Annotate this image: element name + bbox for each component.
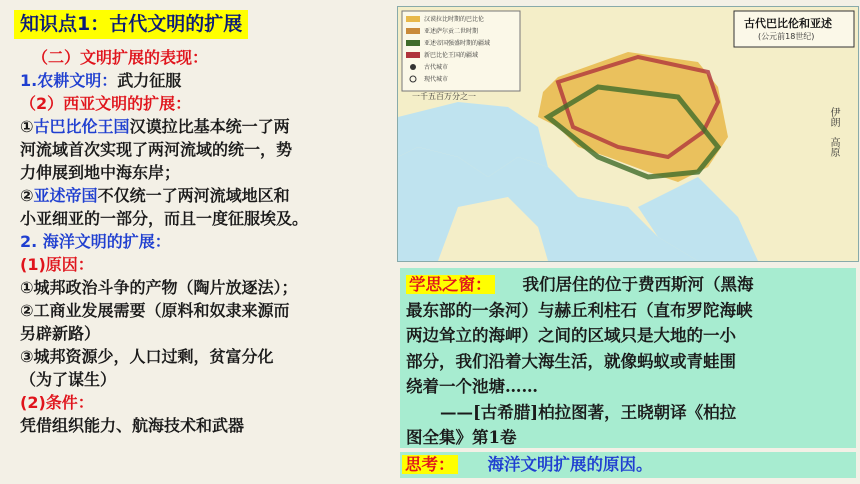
ocean-heading: 2. 海洋文明的扩展： [20, 232, 171, 251]
left-content [20, 46, 400, 437]
point2-mark: ② [20, 186, 34, 205]
legend-item-6: 现代城市 [424, 76, 449, 83]
point1-line1 [20, 115, 400, 138]
reason-3a: ③城邦资源少，人口过剩，贫富分化 [20, 347, 274, 366]
point1-text: 汉谟拉比基本统一了两 [129, 117, 290, 136]
xuesi-text-1: 我们居住的位于费西斯河（黑海 [522, 275, 754, 294]
point2-text: 不仅统一了两河流域地区和 [97, 186, 290, 205]
reason-1: ①城邦政治斗争的产物（陶片放逐法）； [20, 278, 298, 297]
condition-text: 凭借组织能力、航海技术和武器 [20, 416, 245, 435]
xuesi-line-4: 部分，我们沿着大海生活，就像蚂蚁或青蛙围 [406, 351, 736, 371]
page-title: 知识点1：古代文明的扩展 [14, 10, 248, 39]
map-label-yili: 伊朗 [828, 107, 839, 127]
think-tag: 思考： [402, 455, 458, 474]
xuesi-tag: 学思之窗： [406, 275, 495, 294]
legend-item-4: 新巴比伦王国的疆域 [424, 52, 479, 59]
westasia-heading: （2）西亚文明的扩展： [20, 94, 192, 113]
condition-label: (2)条件： [20, 393, 94, 412]
xuesi-line-2: 最东部的一条河）与赫丘利柱石（直布罗陀海峡 [406, 300, 753, 320]
point1-line3: 力伸展到地中海东岸； [20, 163, 181, 182]
map-legend [424, 14, 490, 86]
point1-mark: ① [20, 117, 34, 136]
legend-item-3: 亚述帝国强盛时期的疆域 [424, 40, 491, 47]
historical-map [397, 6, 859, 262]
reason-3b: （为了谋生） [20, 370, 117, 389]
xuesi-line-1 [406, 272, 846, 298]
map-label-gaoyuan: 高原 [828, 137, 839, 157]
point1-line2: 河流域首次实现了两河流域的统一，势 [20, 140, 293, 159]
xuesi-source-1: ——[古希腊]柏拉图著，王晓朝译《柏拉 [440, 402, 737, 422]
xuesi-source-2: 图全集》第1卷 [406, 428, 517, 447]
legend-item-2: 亚述萨尔贡二世时期 [424, 28, 479, 35]
agri-text: 武力征服 [117, 71, 182, 90]
reason-label: (1)原因： [20, 255, 94, 274]
think-question: 海洋文明扩展的原因。 [487, 455, 653, 474]
xuesi-text [406, 272, 846, 451]
agri-number: 1. [20, 71, 38, 90]
map-subtitle: (公元前18世纪) [758, 32, 815, 41]
xuesi-line-5: 绕着一个池塘…… [406, 377, 538, 396]
babylon-term: 古巴比伦王国 [33, 117, 130, 136]
legend-item-1: 汉谟拉比时期的巴比伦 [424, 16, 485, 23]
map-scale: 一千五百万分之一 [412, 92, 476, 101]
agri-label: 农耕文明： [37, 71, 118, 90]
xuesi-window [400, 268, 856, 448]
point2-line1 [20, 184, 400, 207]
reason-2b: 另辟新路） [20, 324, 101, 343]
legend-item-5: 古代城市 [424, 64, 449, 71]
section-heading: （二）文明扩展的表现： [32, 48, 209, 67]
xuesi-line-3: 两边耸立的海岬）之间的区域只是大地的一小 [406, 326, 736, 345]
point2-line2: 小亚细亚的一部分，而且一度征服埃及。 [20, 209, 309, 228]
map-title: 古代巴比伦和亚述 [744, 17, 832, 30]
assyria-term: 亚述帝国 [33, 186, 98, 205]
agri-line [20, 69, 400, 92]
think-box [400, 452, 856, 478]
reason-2a: ②工商业发展需要（原料和奴隶来源而 [20, 301, 290, 320]
